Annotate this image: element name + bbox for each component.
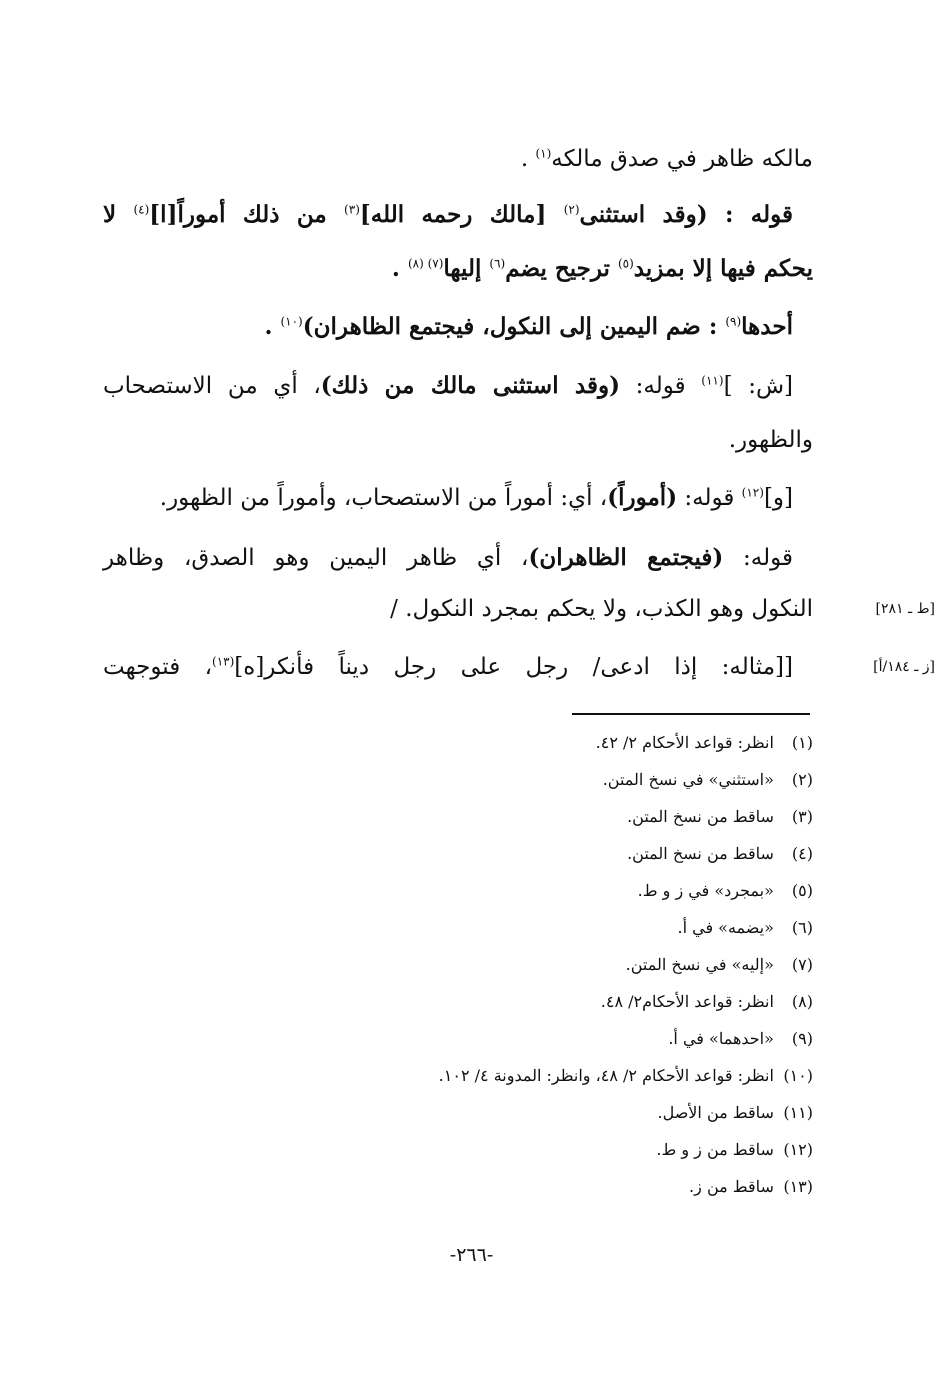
text-line: قوله: (فيجتمع الظاهران)، أي ظاهر اليمين وهو الصدق، وظاهر bbox=[103, 544, 793, 571]
text-line: النكول وهو الكذب، ولا يحكم بمجرد النكول. / bbox=[390, 596, 813, 622]
footnote-ref: (٥) bbox=[617, 256, 634, 271]
footnote: (٨) انظر: قواعد الأحكام٢/ ٤٨. bbox=[600, 992, 813, 1011]
text-line: والظهور. bbox=[728, 427, 813, 453]
footnote: (٤) ساقط من نسخ المتن. bbox=[627, 844, 813, 863]
footnote: (٩) «احدهما» في أ. bbox=[668, 1029, 813, 1048]
footnote: (١٣) ساقط من ز. bbox=[689, 1177, 813, 1196]
footnote-ref: (٣) bbox=[344, 202, 360, 217]
text-line: [و]$^{(١٢)}$ قوله: (أموراً)، أي: أموراً من الاستصحاب، وأموراً من الظهور. bbox=[159, 484, 793, 511]
footnote: (٣) ساقط من نسخ المتن. bbox=[627, 807, 813, 826]
text-line: مالكه ظاهر في صدق مالكه$^{(١)}$ . bbox=[520, 146, 813, 172]
text-line: [ش: ]$^{(١١)}$ قوله: (وقد استثنى مالك من ذلك)، أي من الاستصحاب bbox=[103, 372, 793, 399]
footnote-ref: (٧) (٨) bbox=[407, 256, 444, 271]
footnote: (٥) «بمجرد» في ز و ط. bbox=[637, 881, 813, 900]
footnote: (٦) «يضمه» في أ. bbox=[677, 918, 813, 937]
footnote: (١) انظر: قواعد الأحكام ٢/ ٤٢. bbox=[595, 733, 813, 752]
footnote: (١١) ساقط من الأصل. bbox=[657, 1103, 813, 1122]
footnote-ref: (١٣) bbox=[212, 654, 235, 669]
footnote-ref: (٢) bbox=[563, 202, 580, 217]
footnote-ref: (١١) bbox=[701, 373, 724, 388]
footnote-ref: (١٢) bbox=[741, 485, 764, 500]
footnote-ref: (٤) bbox=[133, 202, 150, 217]
footnote-ref: (١) bbox=[535, 146, 552, 161]
footnote: (٢) «استثني» في نسخ المتن. bbox=[602, 770, 813, 789]
footnote: (٧) «إليه» في نسخ المتن. bbox=[625, 955, 813, 974]
footnote: (١٠) انظر: قواعد الأحكام ٢/ ٤٨، وانظر: المدونة ٤/ ١٠٢. bbox=[438, 1066, 813, 1085]
text-line: أحدها$^{(٩)}$ : ضم اليمين إلى النكول، فيجتمع الظاهران)$^{(١٠)}$ . bbox=[264, 313, 793, 340]
footnote-ref: (٦) bbox=[489, 256, 506, 271]
margin-note: [ط ـ ٢٨١] bbox=[875, 601, 935, 617]
text-line: [[مثاله: إذا ادعى/ رجل على رجل ديناً فأنكر[ه]$^{(١٣)}$، فتوجهت bbox=[103, 654, 793, 680]
footnote: (١٢) ساقط من ز و ط. bbox=[656, 1140, 813, 1159]
footnote-ref: (٩) bbox=[725, 314, 742, 329]
margin-note: [ز ـ ١٨٤/أ] bbox=[873, 659, 935, 675]
page-number: -٢٦٦- bbox=[449, 1244, 494, 1266]
text-line: قوله : (وقد استثنى$^{(٢)}$ [مالك رحمه الله]$^{(٣)}$ من ذلك أموراً[ا]$^{(٤)}$ لا bbox=[103, 201, 793, 228]
footnote-divider bbox=[572, 713, 810, 715]
footnote-ref: (١٠) bbox=[280, 314, 303, 329]
text-line: يحكم فيها إلا بمزيد$^{(٥)}$ ترجيح يضم$^{(٦)}$ إليها$^{(٧) (٨)}$ . bbox=[391, 255, 813, 282]
